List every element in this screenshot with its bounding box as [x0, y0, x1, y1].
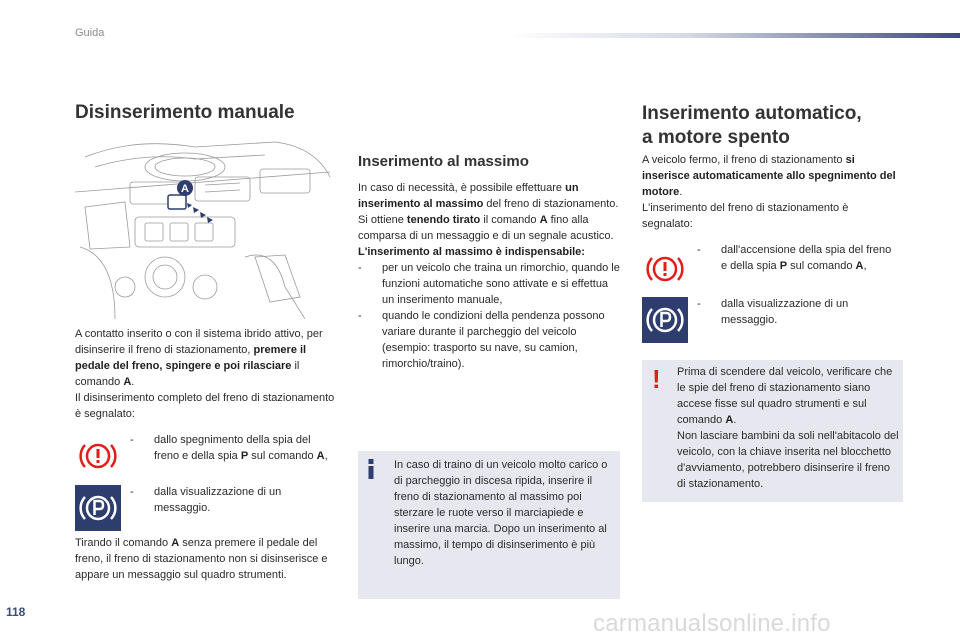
- left-title: Disinserimento manuale: [75, 102, 295, 123]
- warning-box-text: Prima di scendere dal veicolo, verificare che le spie del freno di stazionamento siano accese fisse sul quadro strumenti e sul comando A. Non lasciare bambini da soli nell'abitacolo del veicolo, con la chiave inserita nel blocchetto d'avviamento, potrebbero disinserire il freno di stazionamento.: [677, 366, 899, 490]
- parking-p-icon-right: [642, 297, 688, 343]
- info-box-text: In caso di traino di un veicolo molto carico o di parcheggio in discesa ripida, inserire il freno di stazionamento al massimo poi sterzare le ruote verso il marciapiede e inserire una marcia. Dopo un inserimento al massimo, il tempo di disinserimento è più lungo.: [394, 459, 608, 567]
- left-signal-1: - dallo spegnimento della spia del freno e della spia P sul comando A,: [130, 434, 328, 462]
- middle-list-item-1: - per un veicolo che traina un rimorchio, quando le funzioni automatiche sono attivate e si effettua un inserimento manuale,: [358, 262, 620, 306]
- left-intro: A contatto inserito o con il sistema ibrido attivo, per disinserire il freno di stazionamento, premere il pedale del freno, spingere e poi rilasciare il comando A. Il disinserimento completo del freno di stazionamento è segnalato:: [75, 328, 335, 420]
- brake-warning-icon: [75, 433, 121, 479]
- left-footer: Tirando il comando A senza premere il pedale del freno, il freno di stazionamento non si disinserisce e appare un messaggio sul quadro strumenti.: [75, 537, 328, 581]
- header-bar: [505, 33, 960, 38]
- brake-warning-icon-right: [642, 246, 688, 292]
- photo-callout-a: A: [181, 183, 189, 195]
- dashboard-illustration: [75, 137, 336, 319]
- right-intro: A veicolo fermo, il freno di stazionamento si inserisce automaticamente allo spegnimento del motore. L'inserimento del freno di stazionamento è segnalato:: [642, 154, 896, 230]
- warning-box: [642, 360, 903, 502]
- middle-body: In caso di necessità, è possibile effettuare un inserimento al massimo del freno di stazionamento. Si ottiene tenendo tirato il comando A fino alla comparsa di un messaggio e di un segnale acustico. L'inserimento al massimo è indispensabile: - per un veicolo che traina un rimorchio, quando le funzioni automatiche sono attivate e si effettua un inserimento manuale, - quando le condizioni della pendenza possono variare durante il parcheggio del veicolo (esempio: trasporto su nave, su camion, rimorchio/traino).: [358, 180, 623, 372]
- right-title-line2: a motore spento: [642, 127, 790, 148]
- middle-title: Inserimento al massimo: [358, 153, 529, 170]
- left-signal-2: - dalla visualizzazione di un messaggio.: [130, 486, 282, 514]
- right-signal-1: - dall'accensione della spia del freno e della spia P sul comando A,: [697, 244, 892, 272]
- parking-p-icon: [75, 485, 121, 531]
- exclamation-icon: !: [652, 364, 661, 394]
- dashboard-photo: [75, 137, 336, 319]
- info-icon: [366, 459, 376, 479]
- right-signal-2: - dalla visualizzazione di un messaggio.: [697, 298, 849, 326]
- page-number: 118: [6, 605, 26, 619]
- right-title-line1: Inserimento automatico,: [642, 103, 862, 124]
- info-box: [358, 451, 620, 599]
- watermark: carmanualsonline.info: [593, 610, 831, 637]
- section-header: Guida: [75, 27, 105, 39]
- middle-list-item-2: - quando le condizioni della pendenza possono variare durante il parcheggio del veicolo (esempio: trasporto su nave, su camion, rimorchio/traino).: [358, 310, 605, 370]
